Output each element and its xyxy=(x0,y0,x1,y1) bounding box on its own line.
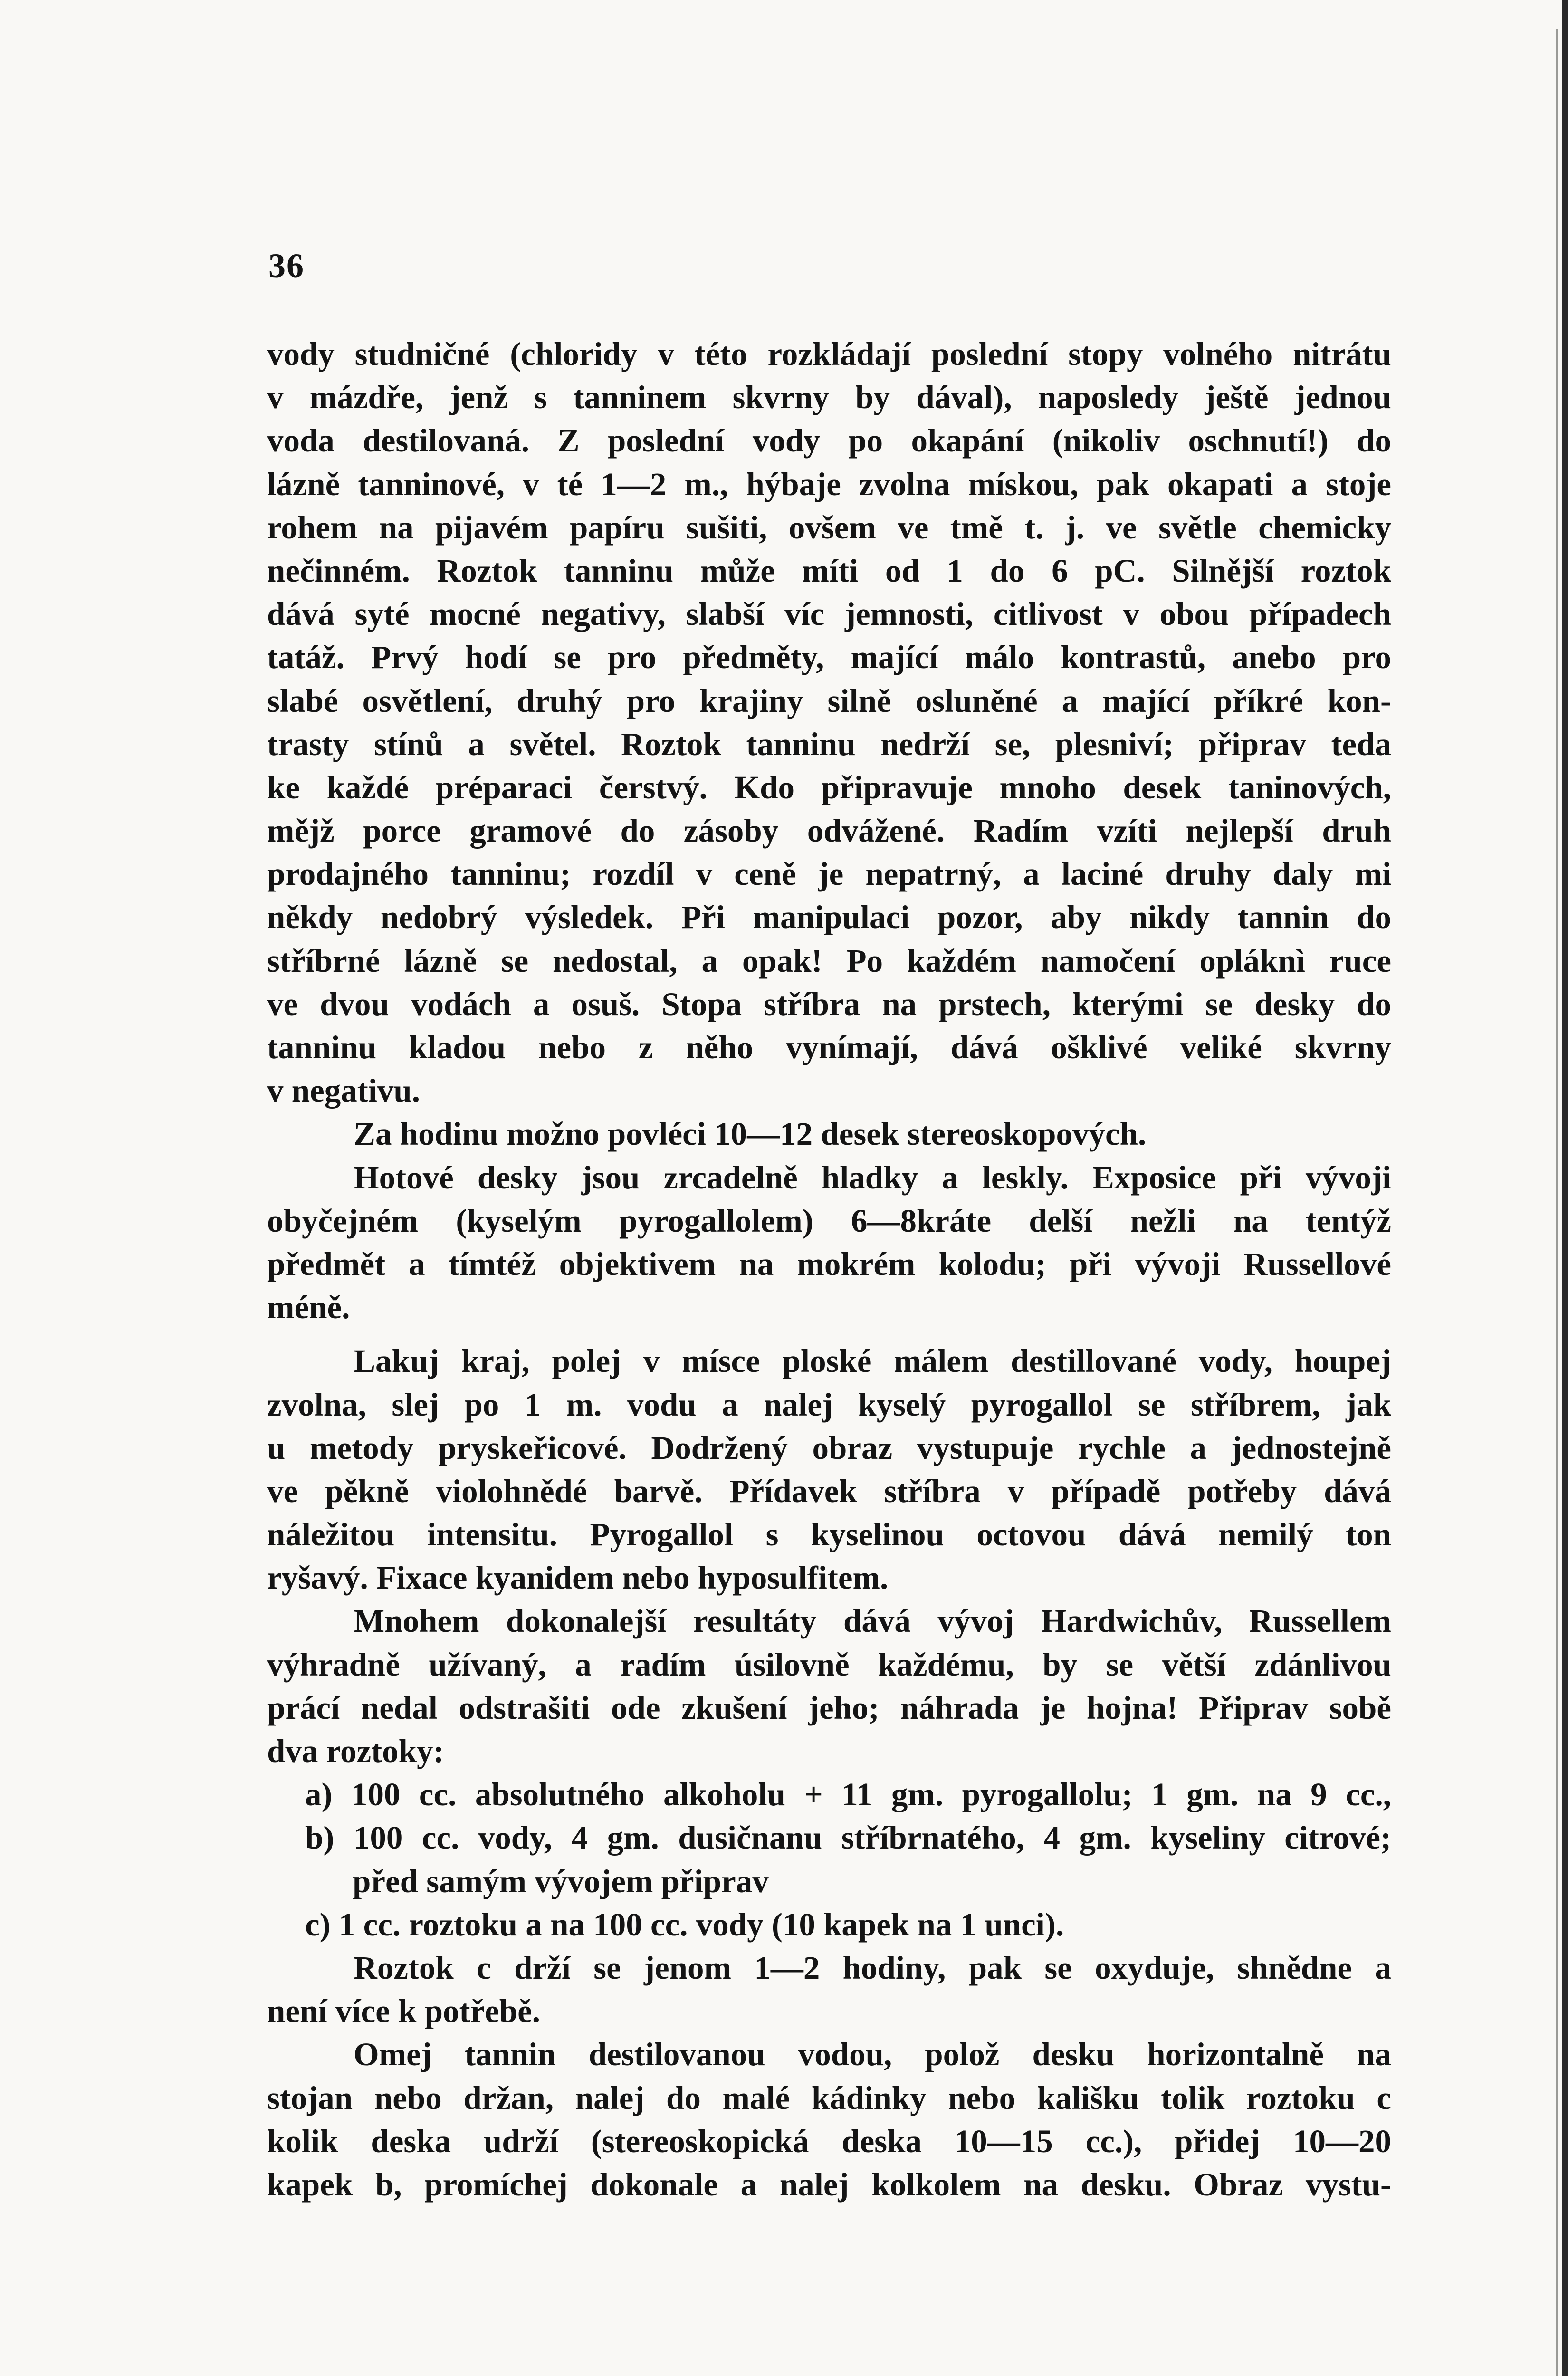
page-edge-shadow xyxy=(1562,0,1568,2376)
body-text xyxy=(267,333,1391,2206)
text-line: méně. xyxy=(267,1289,350,1326)
text-line: nečinném. Roztok tanninu může míti od 1 do 6 pC. Silnější roztok xyxy=(267,552,1391,589)
text-line: někdy nedobrý výsledek. Při manipulaci pozor, aby nikdy tannin do xyxy=(267,899,1391,936)
text-line: tanninu kladou nebo z něho vynímají, dává ošklivé veliké skvrny xyxy=(267,1029,1391,1065)
text-line: c) 1 cc. roztoku a na 100 cc. vody (10 kapek na 1 unci). xyxy=(305,1906,1064,1943)
text-line: obyčejném (kyselým pyrogallolem) 6—8kráte delší nežli na tentýž xyxy=(267,1202,1391,1239)
text-line: ke každé préparaci čerstvý. Kdo připravuje mnoho desek taninových, xyxy=(267,769,1391,805)
text-line: Lakuj kraj, polej v míscе ploské málem destillované vody, houpej xyxy=(354,1343,1391,1380)
text-line: slabé osvětlení, druhý pro krajiny silně osluněné a mající příkré kon- xyxy=(267,682,1391,719)
text-line: předmět a tímtéž objektivem na mokrém kolodu; při vývoji Russellové xyxy=(267,1245,1391,1282)
text-line: mějž porce gramové do zásoby odvážené. Radím vzíti nejlepší druh xyxy=(267,813,1391,849)
text-line: v negativu. xyxy=(267,1073,421,1109)
text-line: výhradně užívaný, a radím úsilovně každému, by se větší zdánlivou xyxy=(267,1646,1391,1683)
text-line: tatáž. Prvý hodí se pro předměty, mající málo kontrastů, anebo pro xyxy=(267,639,1391,676)
text-line: Roztok c drží se jenom 1—2 hodiny, pak se oxyduje, shnědne a xyxy=(354,1949,1391,1986)
text-line: b) 100 cc. vody, 4 gm. dusičnanu stříbrnatého, 4 gm. kyseliny citrové; xyxy=(305,1820,1391,1856)
text-line: Za hodinu možno povléci 10—12 desek stereoskopových. xyxy=(354,1116,1147,1152)
text-line: v mázdře, jenž s tanninem skvrny by dával), naposledy ještě jednou xyxy=(267,379,1391,416)
text-line: kapek b, promíchej dokonale a nalej kolkolem na desku. Obraz vystu- xyxy=(267,2166,1391,2203)
text-line: náležitou intensitu. Pyrogallol s kyselinou octovou dává nemilý ton xyxy=(267,1516,1391,1553)
text-line: prácí nedal odstrašiti ode zkušení jeho; náhrada je hojna! Připrav sobě xyxy=(267,1689,1391,1726)
text-line: u metody pryskeřicové. Dodržený obraz vystupuje rychle a jednostejně xyxy=(267,1429,1391,1466)
page-edge-line xyxy=(1556,29,1558,2376)
text-line: před samým vývojem připrav xyxy=(353,1863,769,1899)
text-line: trasty stínů a světel. Roztok tanninu nedrží se, plesniví; připrav teda xyxy=(267,726,1391,762)
text-line: lázně tanninové, v té 1—2 m., hýbaje zvolna mískou, pak okapati a stoje xyxy=(267,466,1391,502)
text-line: rohem na pijavém papíru sušiti, ovšem ve tmě t. j. ve světle chemicky xyxy=(267,509,1391,546)
text-line: ve pěkně violohnědé barvě. Přídavek stříbra v případě potřeby dává xyxy=(267,1473,1391,1509)
page-number: 36 xyxy=(268,247,305,285)
text-line: prodajného tanninu; rozdíl v ceně je nepatrný, a laciné druhy daly mi xyxy=(267,856,1391,892)
text-line: Mnohem dokonalejší resultáty dává vývoj Hardwichův, Russellem xyxy=(354,1603,1391,1639)
text-line: dává syté mocné negativy, slabší víc jemnosti, citlivost v obou případech xyxy=(267,596,1391,632)
text-line: a) 100 cc. absolutného alkoholu + 11 gm. pyrogallolu; 1 gm. na 9 cc., xyxy=(305,1776,1391,1813)
text-line: Omej tannin destilovanou vodou, polož desku horizontalně na xyxy=(354,2036,1391,2073)
text-line: vody studničné (chloridy v této rozkládají poslední stopy volného nitrátu xyxy=(267,336,1391,372)
text-line: zvolna, slej po 1 m. vodu a nalej kyselý pyrogallol se stříbrem, jak xyxy=(267,1386,1391,1423)
text-line: dva roztoky: xyxy=(267,1733,444,1769)
text-line: stojan nebo držan, nalej do malé kádinky nebo kališku tolik roztoku c xyxy=(267,2079,1391,2116)
text-line: Hotové desky jsou zrcadelně hladky a leskly. Exposice při vývoji xyxy=(354,1159,1391,1196)
text-line: kolik deska udrží (stereoskopická deska 10—15 cc.), přidej 10—20 xyxy=(267,2123,1391,2159)
text-line: ve dvou vodách a osuš. Stopa stříbra na prstech, kterými se desky do xyxy=(267,986,1391,1022)
text-line: není více k potřebě. xyxy=(267,1993,540,2030)
text-line: ryšavý. Fixace kyanidem nebo hyposulfitem. xyxy=(267,1560,889,1596)
text-line: voda destilovaná. Z poslední vody po okapání (nikoliv oschnutí!) do xyxy=(267,422,1391,459)
text-line: stříbrné lázně se nedostal, a opak! Po každém namočení opláknì ruce xyxy=(267,942,1391,979)
